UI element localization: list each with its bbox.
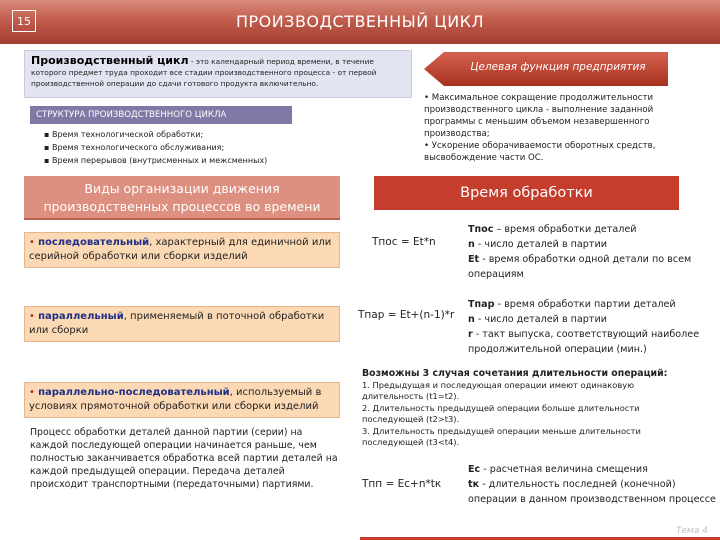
sequential-type-name: последовательный [38, 237, 150, 248]
list-item: 3. Длительность предыдущей операции меньше длительности последующей (t3<t4). [362, 425, 641, 447]
structure-list [44, 128, 364, 167]
sequential-formula: Тпос = Et*n [372, 236, 436, 248]
processing-time-heading: Время обработки [374, 176, 679, 210]
definition-text: - это календарный период времени, в течение которого предмет труда проходит все стадии производственного процесса - от первой производственной операции до сдачи готового продукта включительно. [31, 57, 377, 88]
list-item: 1. Предыдущая и последующая операции имеют одинаковую длительность (t1=t2). [362, 379, 635, 401]
structure-label: СТРУКТУРА ПРОИЗВОДСТВЕННОГО ЦИКЛА [30, 106, 292, 124]
definition-line: n - число деталей в партии [468, 239, 607, 250]
sequential-definitions [468, 222, 716, 282]
definition-line: Et - время обработки одной детали по всем операциям [468, 254, 692, 280]
parallel-definitions [468, 297, 716, 357]
definition-line: tк - длительность последней (конечной) операции в данном производственном процессе [468, 479, 716, 505]
footer-topic: Тема 4 [676, 526, 708, 536]
page-title: ПРОИЗВОДСТВЕННЫЙ ЦИКЛ [235, 12, 485, 31]
mixed-type-text: , используемый в условиях прямоточной обработки или сборки изделий [29, 387, 322, 412]
mixed-definitions [468, 462, 716, 507]
definition-line: n - число деталей в партии [468, 314, 607, 325]
parallel-type-name: параллельный [38, 311, 124, 322]
cases-block [362, 368, 682, 449]
mixed-description: Процесс обработки деталей данной партии (серии) на каждой последующей операции начинается раньше, чем полностью заканчивается обработка всей партии деталей на каждой предыдущей операции. Передача деталей происходит транспортными (передаточными) партиями. [30, 427, 338, 490]
definition-line: Тпос – время обработки деталей [468, 224, 637, 235]
goal-bullets [424, 92, 678, 164]
parallel-type-box: • параллельный, применяемый в поточной обработки или сборки [24, 306, 340, 342]
definition-term: Производственный цикл [31, 54, 189, 67]
list-item: • Ускорение оборачиваемости оборотных средств, высвобождение части ОС. [424, 141, 656, 163]
cases-heading: Возможны 3 случая сочетания длительности операций: [362, 368, 668, 379]
list-item: • Максимальное сокращение продолжительности производственного цикла - выполнение заданной программы с меньшим объемом незавершенного производства; [424, 93, 654, 139]
types-heading: Виды организации движения производственных процессов во времени [24, 176, 340, 220]
list-item: 2. Длительность предыдущей операции больше длительности последующей (t2>t3). [362, 402, 640, 424]
parallel-type-text: , применяемый в поточной обработки или сборки [29, 311, 325, 336]
mixed-formula: Tпп = Ec+n*tк [362, 478, 442, 490]
definition-line: r - такт выпуска, соответствующий наиболее продолжительной операции (мин.) [468, 329, 700, 355]
sequential-type-text: , характерный для единичной или серийной обработки или сборки изделий [29, 237, 332, 262]
mixed-type-name: параллельно-последовательный [38, 387, 230, 398]
goal-label: Целевая функция предприятия [470, 61, 646, 73]
definition-line: Ec - расчетная величина смещения [468, 464, 648, 475]
definition-line: Тпар - время обработки партии деталей [468, 299, 676, 310]
list-item: ▪ Время технологической обработки; [44, 130, 204, 139]
list-item: ▪ Время технологического обслуживания; [44, 143, 225, 152]
list-item: ▪ Время перерывов (внутрисменных и межсменных) [44, 156, 268, 165]
parallel-formula: Тпар = Et+(n-1)*r [358, 309, 455, 321]
mixed-type-box: • параллельно-последовательный, используемый в условиях прямоточной обработки или сборки изделий [24, 382, 340, 418]
slide-number: 15 [12, 10, 36, 32]
definition-box [24, 50, 412, 98]
sequential-type-box: • последовательный, характерный для единичной или серийной обработки или сборки изделий [24, 232, 340, 268]
